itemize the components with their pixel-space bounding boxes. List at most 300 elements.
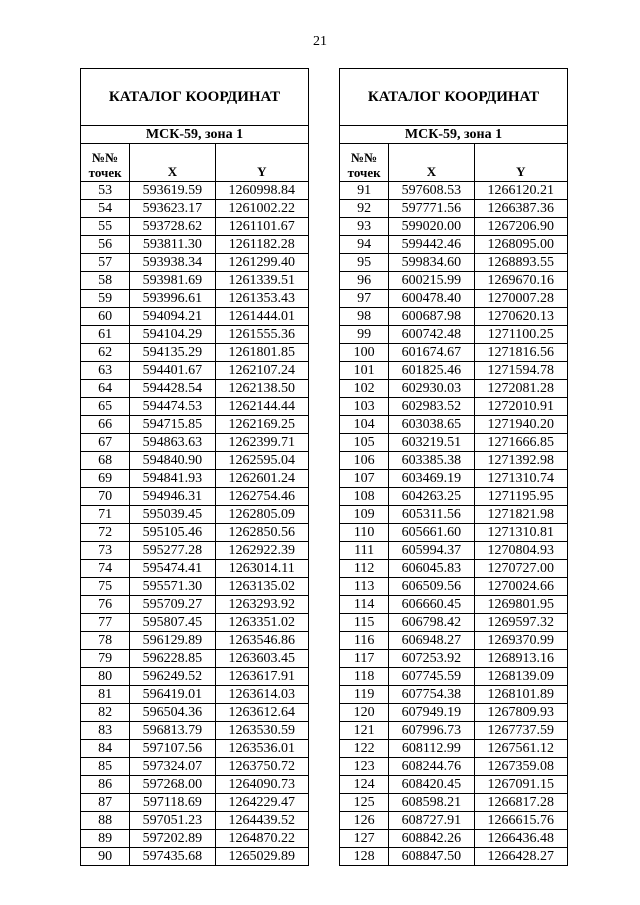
point-number-cell: 80 <box>81 668 130 686</box>
table-row <box>340 668 568 686</box>
x-coordinate-cell: 605994.37 <box>389 542 474 560</box>
table-row <box>340 722 568 740</box>
point-number-cell: 60 <box>81 308 130 326</box>
table-row <box>340 848 568 866</box>
x-coordinate-cell: 607745.59 <box>389 668 474 686</box>
point-number-cell: 84 <box>81 740 130 758</box>
y-coordinate-cell: 1261339.51 <box>215 272 308 290</box>
point-number-cell: 87 <box>81 794 130 812</box>
table-row <box>81 452 309 470</box>
x-coordinate-cell: 595039.45 <box>130 506 215 524</box>
x-coordinate-cell: 606509.56 <box>389 578 474 596</box>
table-row <box>81 812 309 830</box>
y-coordinate-cell: 1268893.55 <box>474 254 567 272</box>
x-coordinate-cell: 593811.30 <box>130 236 215 254</box>
y-coordinate-cell: 1262107.24 <box>215 362 308 380</box>
point-number-header-line2: точек <box>347 165 381 180</box>
y-coordinate-cell: 1270007.28 <box>474 290 567 308</box>
x-coordinate-cell: 595474.41 <box>130 560 215 578</box>
table-row <box>340 236 568 254</box>
y-coordinate-cell: 1271821.98 <box>474 506 567 524</box>
point-number-cell: 89 <box>81 830 130 848</box>
coordinate-table-left <box>80 68 309 866</box>
page-number: 21 <box>313 34 327 49</box>
table-row <box>81 524 309 542</box>
y-coordinate-cell: 1263135.02 <box>215 578 308 596</box>
y-coordinate-cell: 1267206.90 <box>474 218 567 236</box>
point-number-cell: 109 <box>340 506 389 524</box>
table-row <box>81 758 309 776</box>
y-coordinate-cell: 1263750.72 <box>215 758 308 776</box>
y-coordinate-cell: 1263614.03 <box>215 686 308 704</box>
point-number-cell: 128 <box>340 848 389 866</box>
y-coordinate-cell: 1263617.91 <box>215 668 308 686</box>
point-number-cell: 102 <box>340 380 389 398</box>
point-number-cell: 101 <box>340 362 389 380</box>
point-number-cell: 72 <box>81 524 130 542</box>
x-coordinate-cell: 596419.01 <box>130 686 215 704</box>
point-number-cell: 124 <box>340 776 389 794</box>
point-number-cell: 116 <box>340 632 389 650</box>
table-row <box>340 704 568 722</box>
x-coordinate-cell: 593981.69 <box>130 272 215 290</box>
y-coordinate-cell: 1268095.00 <box>474 236 567 254</box>
table-row <box>340 200 568 218</box>
table-row <box>81 218 309 236</box>
point-number-cell: 100 <box>340 344 389 362</box>
y-coordinate-cell: 1269670.16 <box>474 272 567 290</box>
x-coordinate-cell: 608847.50 <box>389 848 474 866</box>
y-coordinate-cell: 1270620.13 <box>474 308 567 326</box>
x-header: X <box>389 144 474 182</box>
table-row <box>81 182 309 200</box>
y-coordinate-cell: 1260998.84 <box>215 182 308 200</box>
table-row <box>81 488 309 506</box>
point-number-cell: 88 <box>81 812 130 830</box>
x-coordinate-cell: 593619.59 <box>130 182 215 200</box>
y-coordinate-cell: 1270727.00 <box>474 560 567 578</box>
y-coordinate-cell: 1263603.45 <box>215 650 308 668</box>
y-coordinate-cell: 1262922.39 <box>215 542 308 560</box>
y-coordinate-cell: 1264439.52 <box>215 812 308 830</box>
y-coordinate-cell: 1271392.98 <box>474 452 567 470</box>
y-coordinate-cell: 1261444.01 <box>215 308 308 326</box>
y-coordinate-cell: 1267809.93 <box>474 704 567 722</box>
point-number-cell: 69 <box>81 470 130 488</box>
table-row <box>340 758 568 776</box>
point-number-cell: 63 <box>81 362 130 380</box>
table-row <box>340 308 568 326</box>
x-coordinate-cell: 608727.91 <box>389 812 474 830</box>
y-coordinate-cell: 1271816.56 <box>474 344 567 362</box>
point-number-cell: 95 <box>340 254 389 272</box>
point-number-cell: 108 <box>340 488 389 506</box>
x-coordinate-cell: 594841.93 <box>130 470 215 488</box>
x-coordinate-cell: 600215.99 <box>389 272 474 290</box>
table-row <box>340 506 568 524</box>
table-row <box>340 560 568 578</box>
table-row <box>81 272 309 290</box>
point-number-cell: 85 <box>81 758 130 776</box>
x-coordinate-cell: 597118.69 <box>130 794 215 812</box>
table-row <box>81 848 309 866</box>
point-number-cell: 81 <box>81 686 130 704</box>
x-coordinate-cell: 605661.60 <box>389 524 474 542</box>
y-coordinate-cell: 1263293.92 <box>215 596 308 614</box>
table-row <box>340 182 568 200</box>
x-coordinate-cell: 596228.85 <box>130 650 215 668</box>
point-number-cell: 107 <box>340 470 389 488</box>
point-number-cell: 58 <box>81 272 130 290</box>
x-coordinate-cell: 594094.21 <box>130 308 215 326</box>
table-row <box>340 812 568 830</box>
y-coordinate-cell: 1263530.59 <box>215 722 308 740</box>
x-coordinate-cell: 597202.89 <box>130 830 215 848</box>
y-coordinate-cell: 1267561.12 <box>474 740 567 758</box>
x-coordinate-cell: 602983.52 <box>389 398 474 416</box>
x-coordinate-cell: 602930.03 <box>389 380 474 398</box>
table-row <box>340 434 568 452</box>
point-number-cell: 120 <box>340 704 389 722</box>
point-number-cell: 54 <box>81 200 130 218</box>
x-coordinate-cell: 607754.38 <box>389 686 474 704</box>
y-coordinate-cell: 1261182.28 <box>215 236 308 254</box>
y-coordinate-cell: 1263351.02 <box>215 614 308 632</box>
point-number-header-line2: точек <box>88 165 122 180</box>
x-coordinate-cell: 596249.52 <box>130 668 215 686</box>
y-coordinate-cell: 1271940.20 <box>474 416 567 434</box>
catalog-title: КАТАЛОГ КООРДИНАТ <box>340 69 568 126</box>
point-number-cell: 78 <box>81 632 130 650</box>
x-coordinate-cell: 597435.68 <box>130 848 215 866</box>
point-number-cell: 127 <box>340 830 389 848</box>
y-coordinate-cell: 1272081.28 <box>474 380 567 398</box>
point-number-cell: 83 <box>81 722 130 740</box>
table-row <box>81 362 309 380</box>
point-number-cell: 59 <box>81 290 130 308</box>
table-row <box>340 794 568 812</box>
point-number-cell: 65 <box>81 398 130 416</box>
table-row <box>340 380 568 398</box>
table-row <box>81 650 309 668</box>
y-coordinate-cell: 1268139.09 <box>474 668 567 686</box>
y-coordinate-cell: 1265029.89 <box>215 848 308 866</box>
x-coordinate-cell: 594840.90 <box>130 452 215 470</box>
table-row <box>81 416 309 434</box>
table-row <box>81 326 309 344</box>
table-row <box>340 452 568 470</box>
table-row <box>340 416 568 434</box>
y-coordinate-cell: 1271195.95 <box>474 488 567 506</box>
point-number-cell: 74 <box>81 560 130 578</box>
table-row <box>81 560 309 578</box>
table-row <box>81 200 309 218</box>
x-coordinate-cell: 606045.83 <box>389 560 474 578</box>
table-row <box>81 308 309 326</box>
table-row <box>340 740 568 758</box>
x-coordinate-cell: 595807.45 <box>130 614 215 632</box>
y-coordinate-cell: 1262144.44 <box>215 398 308 416</box>
zone-label: МСК-59, зона 1 <box>340 126 568 144</box>
y-coordinate-cell: 1263014.11 <box>215 560 308 578</box>
x-coordinate-cell: 593623.17 <box>130 200 215 218</box>
table-row <box>81 704 309 722</box>
y-coordinate-cell: 1262138.50 <box>215 380 308 398</box>
x-coordinate-cell: 608420.45 <box>389 776 474 794</box>
table-row <box>81 776 309 794</box>
table-row <box>340 272 568 290</box>
y-coordinate-cell: 1271594.78 <box>474 362 567 380</box>
point-number-cell: 113 <box>340 578 389 596</box>
table-row <box>340 830 568 848</box>
point-number-cell: 106 <box>340 452 389 470</box>
x-coordinate-cell: 594401.67 <box>130 362 215 380</box>
x-coordinate-cell: 594104.29 <box>130 326 215 344</box>
table-row <box>81 434 309 452</box>
y-coordinate-cell: 1262601.24 <box>215 470 308 488</box>
point-number-cell: 104 <box>340 416 389 434</box>
y-coordinate-cell: 1262169.25 <box>215 416 308 434</box>
table-row <box>81 380 309 398</box>
table-row <box>81 632 309 650</box>
x-coordinate-cell: 597608.53 <box>389 182 474 200</box>
y-coordinate-cell: 1266428.27 <box>474 848 567 866</box>
y-header: Y <box>215 144 308 182</box>
x-coordinate-cell: 595277.28 <box>130 542 215 560</box>
y-coordinate-cell: 1266615.76 <box>474 812 567 830</box>
x-coordinate-cell: 599020.00 <box>389 218 474 236</box>
coordinate-rows-left <box>81 182 309 866</box>
x-coordinate-cell: 601825.46 <box>389 362 474 380</box>
table-row <box>340 578 568 596</box>
point-number-cell: 97 <box>340 290 389 308</box>
point-number-cell: 90 <box>81 848 130 866</box>
table-row <box>340 470 568 488</box>
point-number-cell: 110 <box>340 524 389 542</box>
x-coordinate-cell: 594715.85 <box>130 416 215 434</box>
point-number-cell: 122 <box>340 740 389 758</box>
point-number-cell: 111 <box>340 542 389 560</box>
point-number-cell: 86 <box>81 776 130 794</box>
x-coordinate-cell: 595571.30 <box>130 578 215 596</box>
x-coordinate-cell: 594428.54 <box>130 380 215 398</box>
point-number-cell: 114 <box>340 596 389 614</box>
point-number-cell: 67 <box>81 434 130 452</box>
table-row <box>340 776 568 794</box>
x-coordinate-cell: 606948.27 <box>389 632 474 650</box>
x-coordinate-cell: 606798.42 <box>389 614 474 632</box>
table-row <box>81 470 309 488</box>
table-row <box>81 398 309 416</box>
x-coordinate-cell: 594474.53 <box>130 398 215 416</box>
y-coordinate-cell: 1264090.73 <box>215 776 308 794</box>
point-number-cell: 98 <box>340 308 389 326</box>
table-row <box>340 542 568 560</box>
point-number-cell: 53 <box>81 182 130 200</box>
table-row <box>81 506 309 524</box>
catalog-title: КАТАЛОГ КООРДИНАТ <box>81 69 309 126</box>
point-number-cell: 96 <box>340 272 389 290</box>
y-coordinate-cell: 1269370.99 <box>474 632 567 650</box>
table-row <box>81 236 309 254</box>
x-coordinate-cell: 593728.62 <box>130 218 215 236</box>
table-row <box>81 344 309 362</box>
point-number-header <box>81 144 130 182</box>
table-row <box>81 794 309 812</box>
point-number-cell: 66 <box>81 416 130 434</box>
point-number-cell: 70 <box>81 488 130 506</box>
y-coordinate-cell: 1268101.89 <box>474 686 567 704</box>
x-coordinate-cell: 600742.48 <box>389 326 474 344</box>
x-coordinate-cell: 594863.63 <box>130 434 215 452</box>
y-coordinate-cell: 1263612.64 <box>215 704 308 722</box>
x-coordinate-cell: 596129.89 <box>130 632 215 650</box>
point-number-cell: 77 <box>81 614 130 632</box>
y-coordinate-cell: 1262754.46 <box>215 488 308 506</box>
y-coordinate-cell: 1262850.56 <box>215 524 308 542</box>
x-coordinate-cell: 607949.19 <box>389 704 474 722</box>
y-coordinate-cell: 1261555.36 <box>215 326 308 344</box>
table-row <box>81 254 309 272</box>
table-row <box>81 686 309 704</box>
table-row <box>340 254 568 272</box>
x-coordinate-cell: 595105.46 <box>130 524 215 542</box>
x-coordinate-cell: 608842.26 <box>389 830 474 848</box>
x-coordinate-cell: 607996.73 <box>389 722 474 740</box>
table-row <box>340 362 568 380</box>
x-coordinate-cell: 595709.27 <box>130 596 215 614</box>
y-coordinate-cell: 1268913.16 <box>474 650 567 668</box>
y-coordinate-cell: 1272010.91 <box>474 398 567 416</box>
x-coordinate-cell: 597324.07 <box>130 758 215 776</box>
table-row <box>340 686 568 704</box>
point-number-cell: 68 <box>81 452 130 470</box>
x-coordinate-cell: 596504.36 <box>130 704 215 722</box>
y-coordinate-cell: 1264870.22 <box>215 830 308 848</box>
y-coordinate-cell: 1266120.21 <box>474 182 567 200</box>
y-coordinate-cell: 1263536.01 <box>215 740 308 758</box>
point-number-cell: 91 <box>340 182 389 200</box>
y-coordinate-cell: 1271310.81 <box>474 524 567 542</box>
y-coordinate-cell: 1263546.86 <box>215 632 308 650</box>
point-number-header-line1: №№ <box>351 150 378 165</box>
point-number-cell: 118 <box>340 668 389 686</box>
table-row <box>340 290 568 308</box>
point-number-cell: 99 <box>340 326 389 344</box>
x-coordinate-cell: 599834.60 <box>389 254 474 272</box>
x-header: X <box>130 144 215 182</box>
x-coordinate-cell: 599442.46 <box>389 236 474 254</box>
y-coordinate-cell: 1261101.67 <box>215 218 308 236</box>
y-coordinate-cell: 1267737.59 <box>474 722 567 740</box>
table-row <box>340 326 568 344</box>
y-coordinate-cell: 1261801.85 <box>215 344 308 362</box>
x-coordinate-cell: 593996.61 <box>130 290 215 308</box>
x-coordinate-cell: 601674.67 <box>389 344 474 362</box>
x-coordinate-cell: 597771.56 <box>389 200 474 218</box>
x-coordinate-cell: 605311.56 <box>389 506 474 524</box>
point-number-cell: 112 <box>340 560 389 578</box>
y-coordinate-cell: 1262805.09 <box>215 506 308 524</box>
y-coordinate-cell: 1271666.85 <box>474 434 567 452</box>
y-coordinate-cell: 1261353.43 <box>215 290 308 308</box>
point-number-cell: 125 <box>340 794 389 812</box>
point-number-cell: 82 <box>81 704 130 722</box>
point-number-cell: 115 <box>340 614 389 632</box>
y-coordinate-cell: 1266387.36 <box>474 200 567 218</box>
point-number-cell: 126 <box>340 812 389 830</box>
table-row <box>81 614 309 632</box>
point-number-cell: 79 <box>81 650 130 668</box>
x-coordinate-cell: 603469.19 <box>389 470 474 488</box>
x-coordinate-cell: 608598.21 <box>389 794 474 812</box>
point-number-cell: 92 <box>340 200 389 218</box>
point-number-cell: 117 <box>340 650 389 668</box>
y-coordinate-cell: 1267359.08 <box>474 758 567 776</box>
x-coordinate-cell: 603219.51 <box>389 434 474 452</box>
x-coordinate-cell: 593938.34 <box>130 254 215 272</box>
point-number-cell: 93 <box>340 218 389 236</box>
point-number-cell: 123 <box>340 758 389 776</box>
table-row <box>340 632 568 650</box>
y-coordinate-cell: 1264229.47 <box>215 794 308 812</box>
table-row <box>81 830 309 848</box>
y-coordinate-cell: 1269597.32 <box>474 614 567 632</box>
y-coordinate-cell: 1269801.95 <box>474 596 567 614</box>
x-coordinate-cell: 600687.98 <box>389 308 474 326</box>
point-number-cell: 56 <box>81 236 130 254</box>
point-number-cell: 105 <box>340 434 389 452</box>
y-header: Y <box>474 144 567 182</box>
x-coordinate-cell: 608112.99 <box>389 740 474 758</box>
table-row <box>340 524 568 542</box>
y-coordinate-cell: 1270804.93 <box>474 542 567 560</box>
x-coordinate-cell: 608244.76 <box>389 758 474 776</box>
table-row <box>340 344 568 362</box>
point-number-cell: 61 <box>81 326 130 344</box>
x-coordinate-cell: 597051.23 <box>130 812 215 830</box>
y-coordinate-cell: 1262595.04 <box>215 452 308 470</box>
x-coordinate-cell: 604263.25 <box>389 488 474 506</box>
point-number-cell: 64 <box>81 380 130 398</box>
point-number-cell: 57 <box>81 254 130 272</box>
table-row <box>340 398 568 416</box>
point-number-header <box>340 144 389 182</box>
point-number-cell: 75 <box>81 578 130 596</box>
table-row <box>81 740 309 758</box>
y-coordinate-cell: 1261299.40 <box>215 254 308 272</box>
x-coordinate-cell: 607253.92 <box>389 650 474 668</box>
x-coordinate-cell: 597268.00 <box>130 776 215 794</box>
x-coordinate-cell: 603038.65 <box>389 416 474 434</box>
point-number-cell: 121 <box>340 722 389 740</box>
table-row <box>340 650 568 668</box>
table-row <box>340 218 568 236</box>
y-coordinate-cell: 1266817.28 <box>474 794 567 812</box>
x-coordinate-cell: 600478.40 <box>389 290 474 308</box>
table-row <box>81 668 309 686</box>
y-coordinate-cell: 1266436.48 <box>474 830 567 848</box>
y-coordinate-cell: 1271310.74 <box>474 470 567 488</box>
point-number-cell: 119 <box>340 686 389 704</box>
table-row <box>81 722 309 740</box>
y-coordinate-cell: 1261002.22 <box>215 200 308 218</box>
point-number-header-line1: №№ <box>92 150 119 165</box>
point-number-cell: 62 <box>81 344 130 362</box>
x-coordinate-cell: 597107.56 <box>130 740 215 758</box>
point-number-cell: 55 <box>81 218 130 236</box>
coordinate-rows-right <box>340 182 568 866</box>
